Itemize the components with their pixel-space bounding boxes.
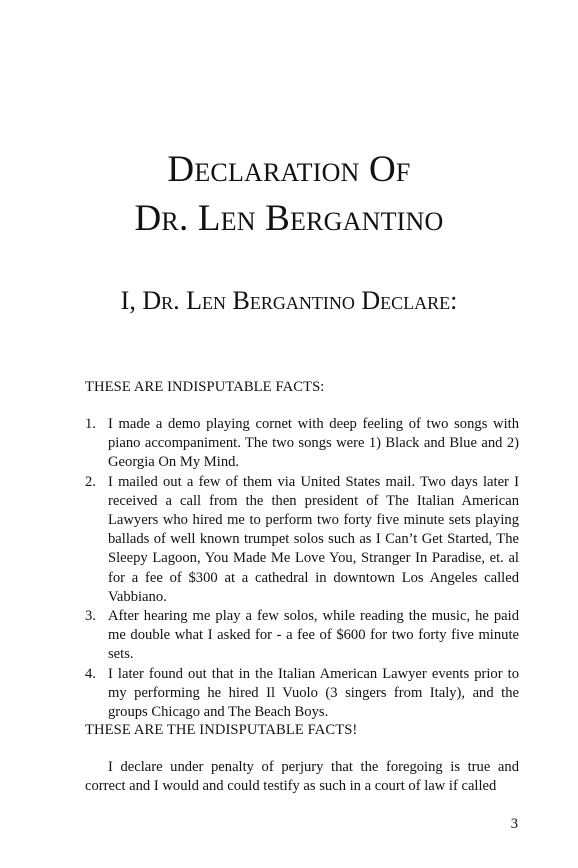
page-number: 3 <box>510 816 518 832</box>
fact-item-2 <box>85 473 519 607</box>
document-subtitle: I, Dr. Len Bergantino Declare: <box>120 286 458 315</box>
fact-text: After hearing me play a few solos, while reading the music, he paid me double what I asked for - a fee of $600 for two forty five minute sets. <box>108 608 519 663</box>
fact-item-3 <box>85 607 519 665</box>
fact-number: 4. <box>85 665 96 682</box>
fact-item-1 <box>85 415 519 473</box>
fact-number: 2. <box>85 473 96 490</box>
section-heading-facts: THESE ARE INDISPUTABLE FACTS: <box>85 379 325 395</box>
fact-text: I later found out that in the Italian American Lawyer events prior to my performing he hired Il Vuolo (3 singers from Italy), and the groups Chicago and The Beach Boys. <box>108 665 519 721</box>
facts-list <box>85 415 519 722</box>
fact-text: I mailed out a few of them via United States mail. Two days later I received a call from the then president of The Italian American Lawyers who hired me to perform two forty five minute sets playing ballads of well known trumpet solos such as I Can’t Get Started, The Sleepy Lagoon, You Made Me Love You, Stranger In Paradise, et. al for a fee of $300 at a cathedral in downtown Los Angeles called Vabbiano. <box>108 473 519 605</box>
section-heading-indisputable-facts: THESE ARE THE INDISPUTABLE FACTS! <box>85 722 358 738</box>
fact-text: I made a demo playing cornet with deep feeling of two songs with piano accompaniment. The two songs were 1) Black and Blue and 2) Georgia On My Mind. <box>108 416 519 471</box>
document-title-line-1: Declaration Of <box>167 149 411 190</box>
document-title-line-2: Dr. Len Bergantino <box>134 198 444 239</box>
fact-number: 3. <box>85 608 96 625</box>
declaration-paragraph: I declare under penalty of perjury that the foregoing is true and correct and I would and could testify as such in a court of law if called <box>85 759 519 795</box>
fact-item-4 <box>85 665 519 723</box>
fact-number: 1. <box>85 416 96 432</box>
